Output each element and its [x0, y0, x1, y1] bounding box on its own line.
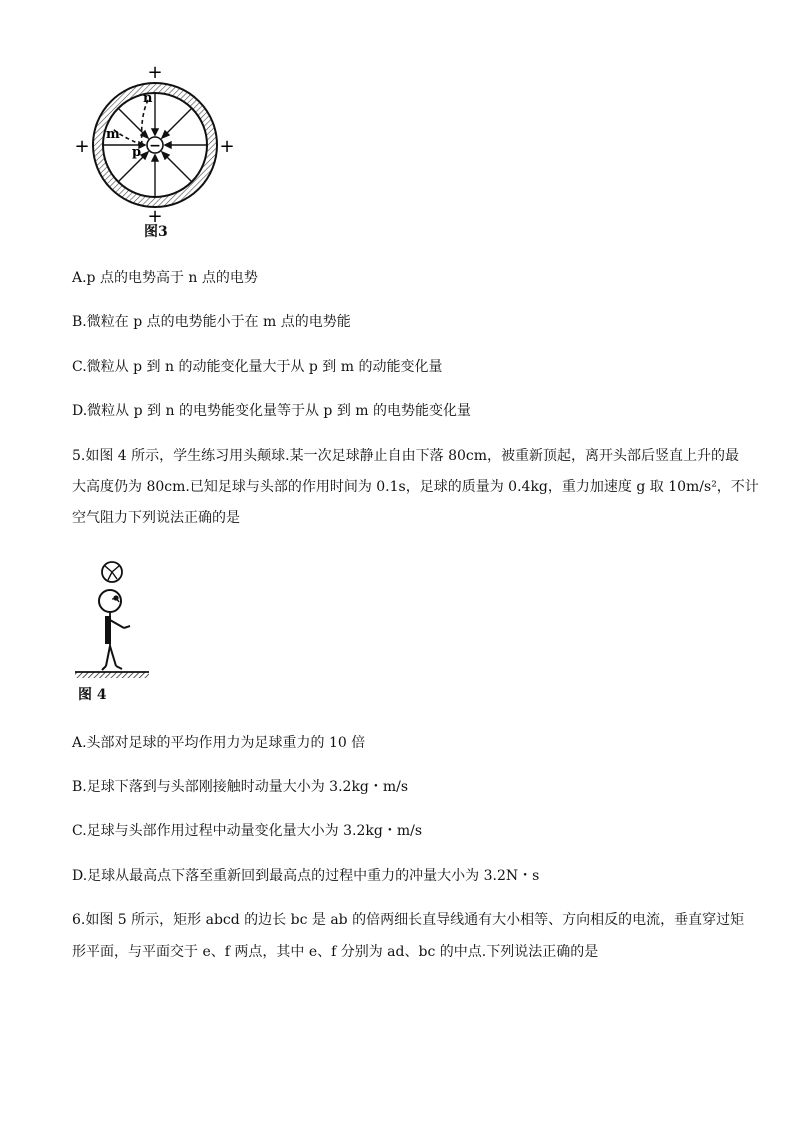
q4-option-a: A.p 点的电势高于 n 点的电势: [72, 270, 258, 286]
charge-sign: −: [149, 138, 161, 154]
q5-stem-line-3: 空气阻力下列说法正确的是: [72, 510, 240, 526]
figure-3-diagram: [70, 62, 240, 222]
figure-4-diagram: [72, 558, 152, 683]
figure-4-caption: 图 4: [78, 687, 107, 703]
q5-stem-line-1: 5.如图 4 所示，学生练习用头颠球.某一次足球静止自由下落 80cm，被重新顶起，离开头部后竖直上升的最: [72, 448, 739, 464]
q5-option-d: D.足球从最高点下落至重新回到最高点的过程中重力的冲量大小为 3.2N・s: [72, 868, 540, 884]
q5-option-b: B.足球下落到与头部刚接触时动量大小为 3.2kg・m/s: [72, 779, 409, 795]
ground: [75, 672, 149, 678]
q4-option-b: B.微粒在 p 点的电势能小于在 m 点的电势能: [72, 314, 351, 330]
plus-bottom: +: [147, 206, 163, 222]
student-figure: [99, 590, 130, 670]
q4-option-d: D.微粒从 p 到 n 的电势能变化量等于从 p 到 m 的电势能变化量: [72, 403, 471, 419]
label-p: p: [132, 145, 142, 160]
figure-3-caption: 图3: [144, 224, 168, 240]
football-icon: [102, 562, 122, 582]
plus-right: +: [219, 136, 235, 157]
q5-option-c: C.足球与头部作用过程中动量变化量大小为 3.2kg・m/s: [72, 823, 422, 839]
q6-stem-line-2: 形平面，与平面交于 e、f 两点，其中 e、f 分别为 ad、bc 的中点.下列说法正确的是: [72, 944, 599, 960]
q6-stem-line-1: 6.如图 5 所示，矩形 abcd 的边长 bc 是 ab 的倍两细长直导线通有大小相等、方向相反的电流，垂直穿过矩: [72, 912, 745, 928]
plus-top: +: [147, 62, 163, 83]
label-n: n: [143, 91, 153, 106]
q5-option-a: A.头部对足球的平均作用力为足球重力的 10 倍: [72, 735, 366, 751]
q5-stem-line-2: 大高度仍为 80cm.已知足球与头部的作用时间为 0.1s，足球的质量为 0.4kg，重力加速度 g 取 10m/s²，不计: [72, 479, 759, 495]
plus-left: +: [74, 136, 90, 157]
label-m: m: [106, 127, 120, 142]
q4-option-c: C.微粒从 p 到 n 的动能变化量大于从 p 到 m 的动能变化量: [72, 359, 443, 375]
